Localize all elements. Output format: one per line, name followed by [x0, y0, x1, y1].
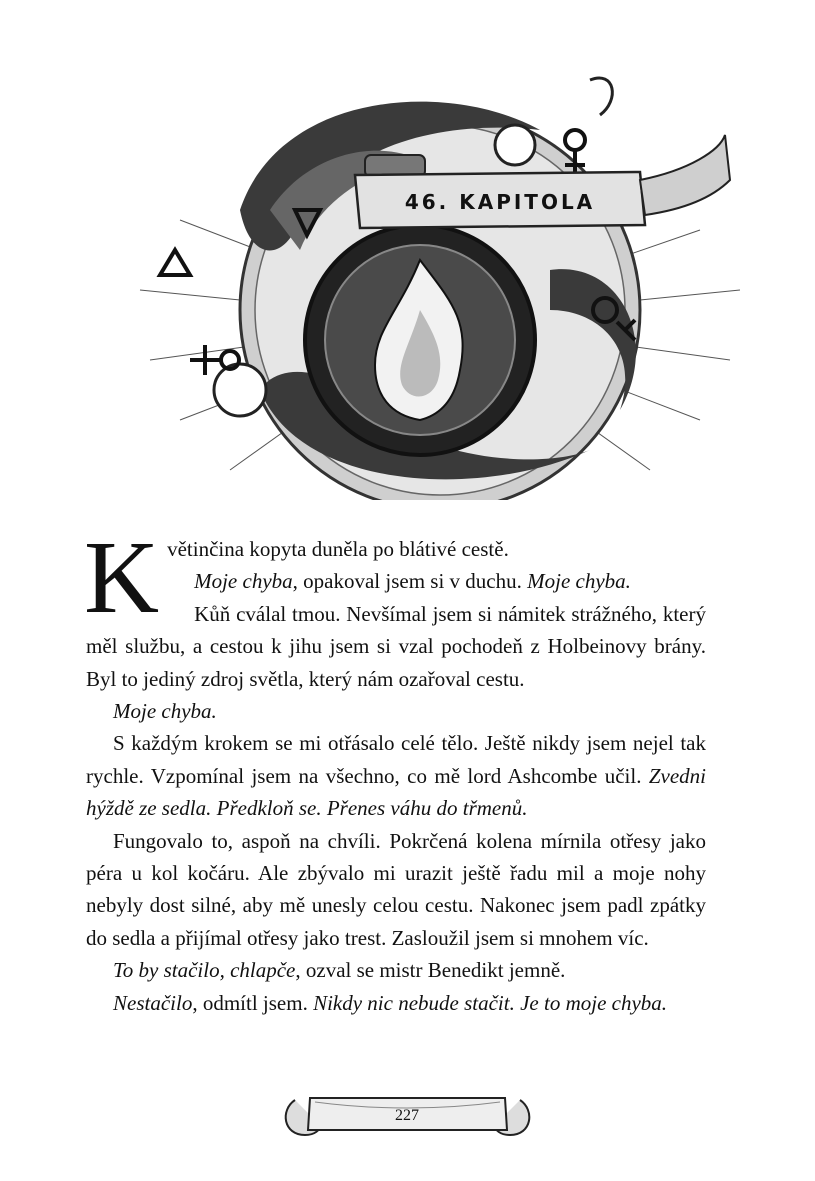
paragraph-7 — [86, 954, 706, 986]
paragraph-4 — [86, 695, 706, 727]
text-run: Zvedni hýždě ze sedla. Předkloň se. Přenes váhu do třmenů. — [86, 763, 706, 821]
text-run: Moje chyba — [194, 569, 293, 594]
text-run: , odmítl jsem. — [192, 990, 314, 1015]
paragraph-1: Květinčina kopyta duněla po blátivé cestě. — [84, 520, 509, 635]
text-run: To by stačilo, chlapče — [113, 958, 296, 983]
chapter-emblem — [120, 60, 760, 500]
paragraph-3: Kůň cválal tmou. Nevšímal jsem si námitek strážného, který měl službu, a cestou k jihu jsem si vzal pochodeň z Holbeinovy brány. Byl to jediný zdroj světla, který nám ozařoval cestu. — [86, 601, 706, 691]
text-run: S každým krokem se mi otřásalo celé tělo. Ještě nikdy jsem nejel tak rychle. Vzpomínal jsem na všechno, co mě lord Ashcombe učil. — [86, 731, 706, 788]
flame-medallion-icon — [305, 225, 535, 455]
text-run: , opakoval jsem si v duchu. — [292, 569, 528, 594]
paragraph-2 — [86, 565, 706, 597]
text-run: Nestačilo — [113, 990, 193, 1015]
chapter-body — [84, 520, 706, 1019]
page-number-scroll — [275, 1080, 540, 1150]
paragraph-5 — [86, 727, 706, 824]
chapter-title: 46. KAPITOLA — [404, 190, 596, 214]
paragraph-6: Fungovalo to, aspoň na chvíli. Pokrčená kolena mírnila otřesy jako péra u kol kočáru. Ale zbývalo mi urazit ještě řadu mil a moje nohy nebyly dost silné, aby mě unesly celou cestu. Nakonec jsem padl zpátky do sedla a přijímal otřesy jako trest. Zasloužil jsem si mnohem víc. — [86, 828, 706, 950]
page-number: 227 — [395, 1107, 419, 1124]
text-run: , ozval se mistr Benedikt jemně. — [295, 958, 566, 983]
paragraph-8 — [86, 987, 706, 1019]
text-run: Moje chyba. — [113, 699, 217, 724]
drop-cap: K — [84, 520, 160, 635]
text-run: Nikdy nic nebude stačit. Je to moje chyba. — [313, 990, 668, 1015]
text-run: Moje chyba. — [527, 569, 631, 594]
